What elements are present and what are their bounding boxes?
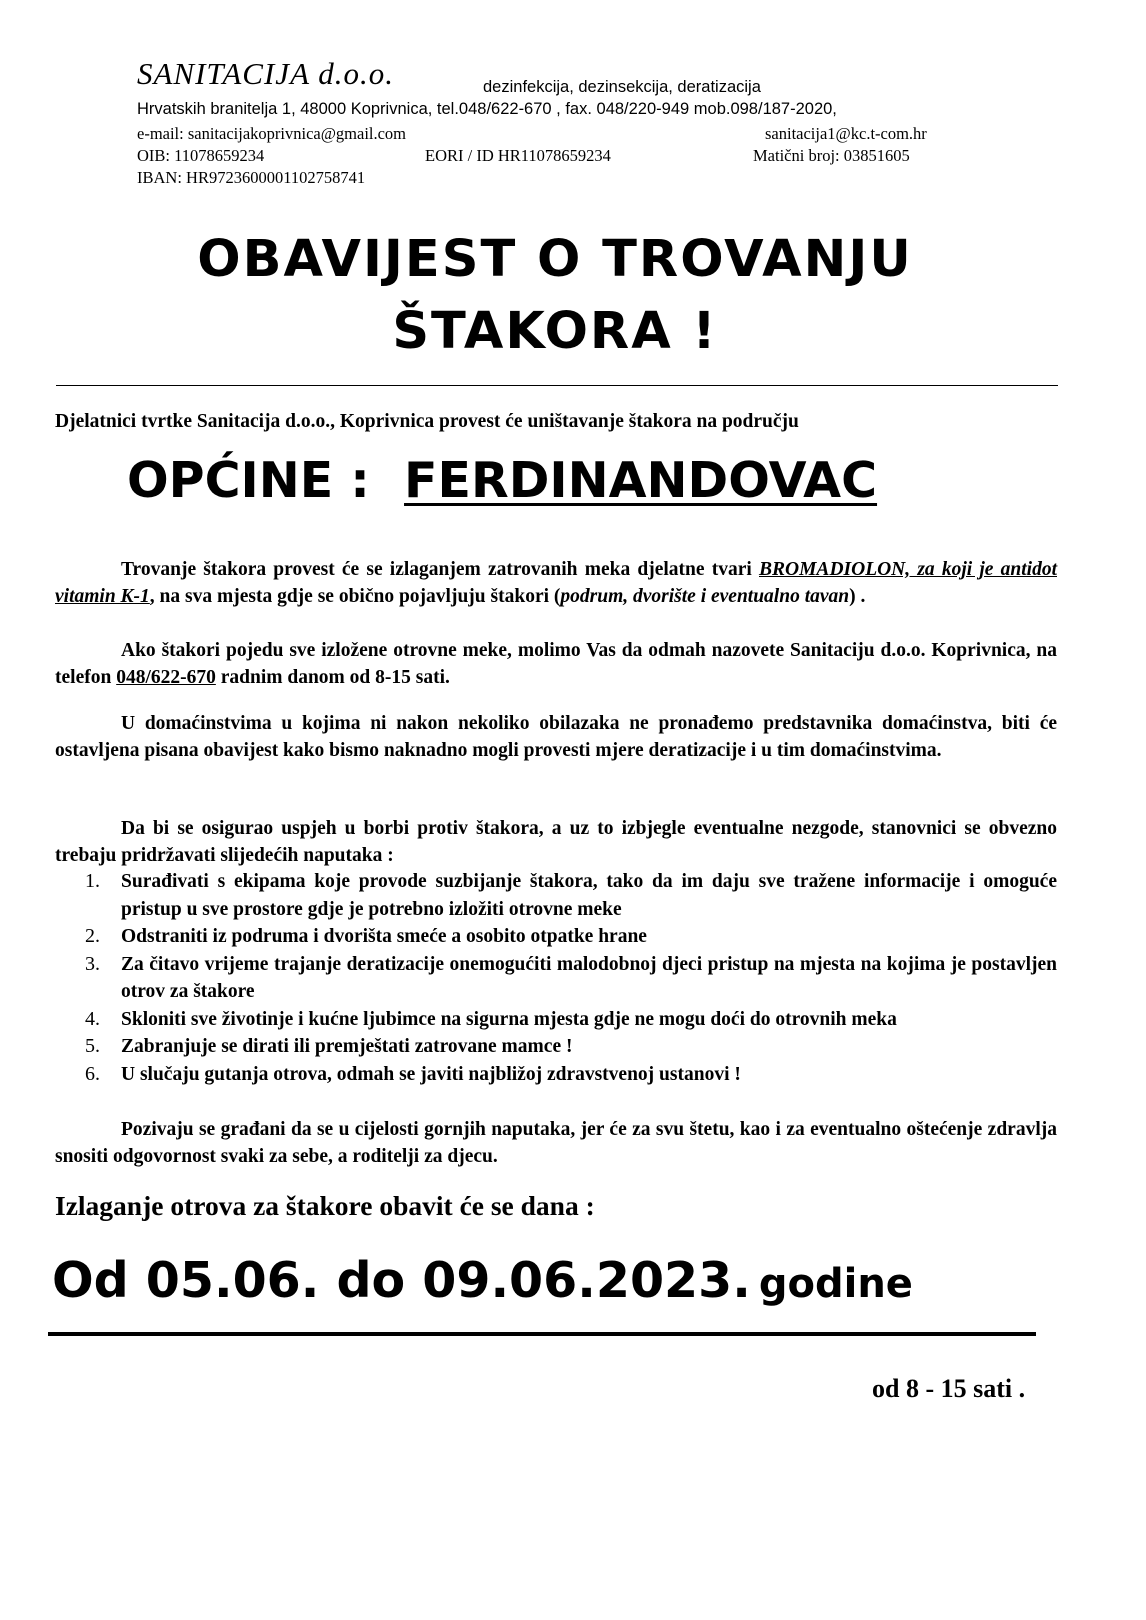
company-activities: dezinfekcija, dezinsekcija, deratizacija bbox=[483, 78, 761, 96]
company-registration-number: Matični broj: 03851605 bbox=[753, 146, 910, 165]
paragraph1-text-c: ) . bbox=[849, 586, 866, 607]
paragraph-instructions-intro: Da bi se osigurao uspjeh u borbi protiv štakora, a uz to izbjegle eventualne nezgode, stanovnici se obvezno trebaju pridržavati slijedećih naputaka : bbox=[55, 818, 1057, 866]
schedule-hours: od 8 - 15 sati . bbox=[872, 1374, 1026, 1403]
list-item bbox=[55, 868, 1057, 923]
instructions-list bbox=[55, 868, 1057, 1088]
list-item-text: Odstraniti iz podruma i dvorišta smeće a osobito otpatke hrane bbox=[121, 926, 647, 947]
company-email: e-mail: sanitacijakoprivnica@gmail.com bbox=[137, 124, 407, 143]
paragraph-responsibility: Pozivaju se građani da se u cijelosti gornjih naputaka, jer će za svu štetu, kao i za eventualno oštećenje zdravlja snositi odgovornost svaki za sebe, a roditelji za djecu. bbox=[55, 1119, 1057, 1167]
municipality-label: OPĆINE : bbox=[127, 452, 370, 509]
list-item-number: 1. bbox=[85, 870, 100, 892]
list-item-text: Surađivati s ekipama koje provode suzbijanje štakora, tako da im daju sve tražene informacije i omoguće pristup u sve prostore gdje je potrebno izložiti otrovne meke bbox=[121, 871, 1057, 920]
list-item-text: Za čitavo vrijeme trajanje deratizacije onemogućiti malodobnoj djeci pristup na mjesta na kojima je postavljen otrov za štakore bbox=[121, 953, 1057, 1002]
list-item-text: U slučaju gutanja otrova, odmah se javiti najbližoj zdravstvenoj ustanovi ! bbox=[121, 1063, 741, 1085]
list-item bbox=[55, 1061, 1057, 1089]
list-item bbox=[55, 1006, 1057, 1034]
company-eori: EORI / ID HR11078659234 bbox=[425, 146, 611, 165]
list-item-number: 3. bbox=[85, 952, 100, 975]
list-item bbox=[55, 923, 1057, 951]
list-item-number: 5. bbox=[85, 1035, 100, 1057]
active-substance: BROMADIOLON, za koji je antidot vitamin K-1 bbox=[55, 559, 1057, 607]
schedule-dates bbox=[52, 1252, 913, 1309]
contact-phone: 048/622-670 bbox=[116, 667, 216, 688]
notice-title-line2: ŠTAKORA ! bbox=[392, 302, 718, 361]
paragraph1-text-a: Trovanje štakora provest će se izlaganjem zatrovanih meka djelatne tvari bbox=[121, 559, 759, 580]
notice-title-line1: OBAVIJEST O TROVANJU bbox=[197, 230, 913, 289]
municipality-name: FERDINANDOVAC bbox=[404, 452, 878, 509]
paragraph-contact bbox=[55, 637, 1057, 691]
date-range: Od 05.06. do 09.06.2023. bbox=[52, 1252, 751, 1309]
list-item-number: 2. bbox=[85, 925, 100, 947]
title-divider bbox=[56, 385, 1058, 386]
bait-locations: podrum, dvorište i eventualno tavan bbox=[560, 586, 850, 607]
paragraph2-text-b: radnim danom od 8-15 sati. bbox=[215, 667, 450, 688]
company-name: SANITACIJA d.o.o. bbox=[137, 56, 394, 91]
company-email-secondary: sanitacija1@kc.t-com.hr bbox=[765, 124, 927, 143]
company-address: Hrvatskih branitelja 1, 48000 Koprivnica, tel.048/622-670 , fax. 048/220-949 mob.098/187-2020, bbox=[137, 100, 837, 118]
paragraph2-text-a: Ako štakori pojedu sve izložene otrovne meke, molimo Vas da odmah nazovete Sanitaciju d.o.o. Koprivnica, na telefon bbox=[55, 640, 1057, 688]
intro-text: Djelatnici tvrtke Sanitacija d.o.o., Koprivnica provest će uništavanje štakora na području bbox=[55, 411, 799, 432]
company-iban: IBAN: HR9723600001102758741 bbox=[137, 168, 366, 187]
paragraph1-text-b: , na sva mjesta gdje se obično pojavljuju štakori ( bbox=[149, 586, 561, 607]
date-underline bbox=[48, 1332, 1036, 1336]
list-item-text: Zabranjuje se dirati ili premještati zatrovane mamce ! bbox=[121, 1036, 573, 1057]
paragraph-poisoning-method bbox=[55, 556, 1057, 610]
date-suffix: godine bbox=[758, 1261, 913, 1307]
schedule-lead: Izlaganje otrova za štakore obavit će se dana : bbox=[55, 1190, 595, 1221]
municipality-heading bbox=[127, 452, 877, 509]
list-item-text: Skloniti sve životinje i kućne ljubimce na sigurna mjesta gdje ne mogu doći do otrovnih meka bbox=[121, 1008, 897, 1030]
list-item-number: 4. bbox=[85, 1007, 100, 1030]
paragraph-households: U domaćinstvima u kojima ni nakon nekoliko obilazaka ne pronađemo predstavnika domaćinstva, biti će ostavljena pisana obavijest kako bismo naknadno mogli provesti mjere deratizacije i u tim domaćinstvima. bbox=[55, 713, 1057, 761]
list-item bbox=[55, 951, 1057, 1006]
list-item bbox=[55, 1033, 1057, 1061]
list-item-number: 6. bbox=[85, 1062, 100, 1085]
company-oib: OIB: 11078659234 bbox=[137, 146, 265, 165]
